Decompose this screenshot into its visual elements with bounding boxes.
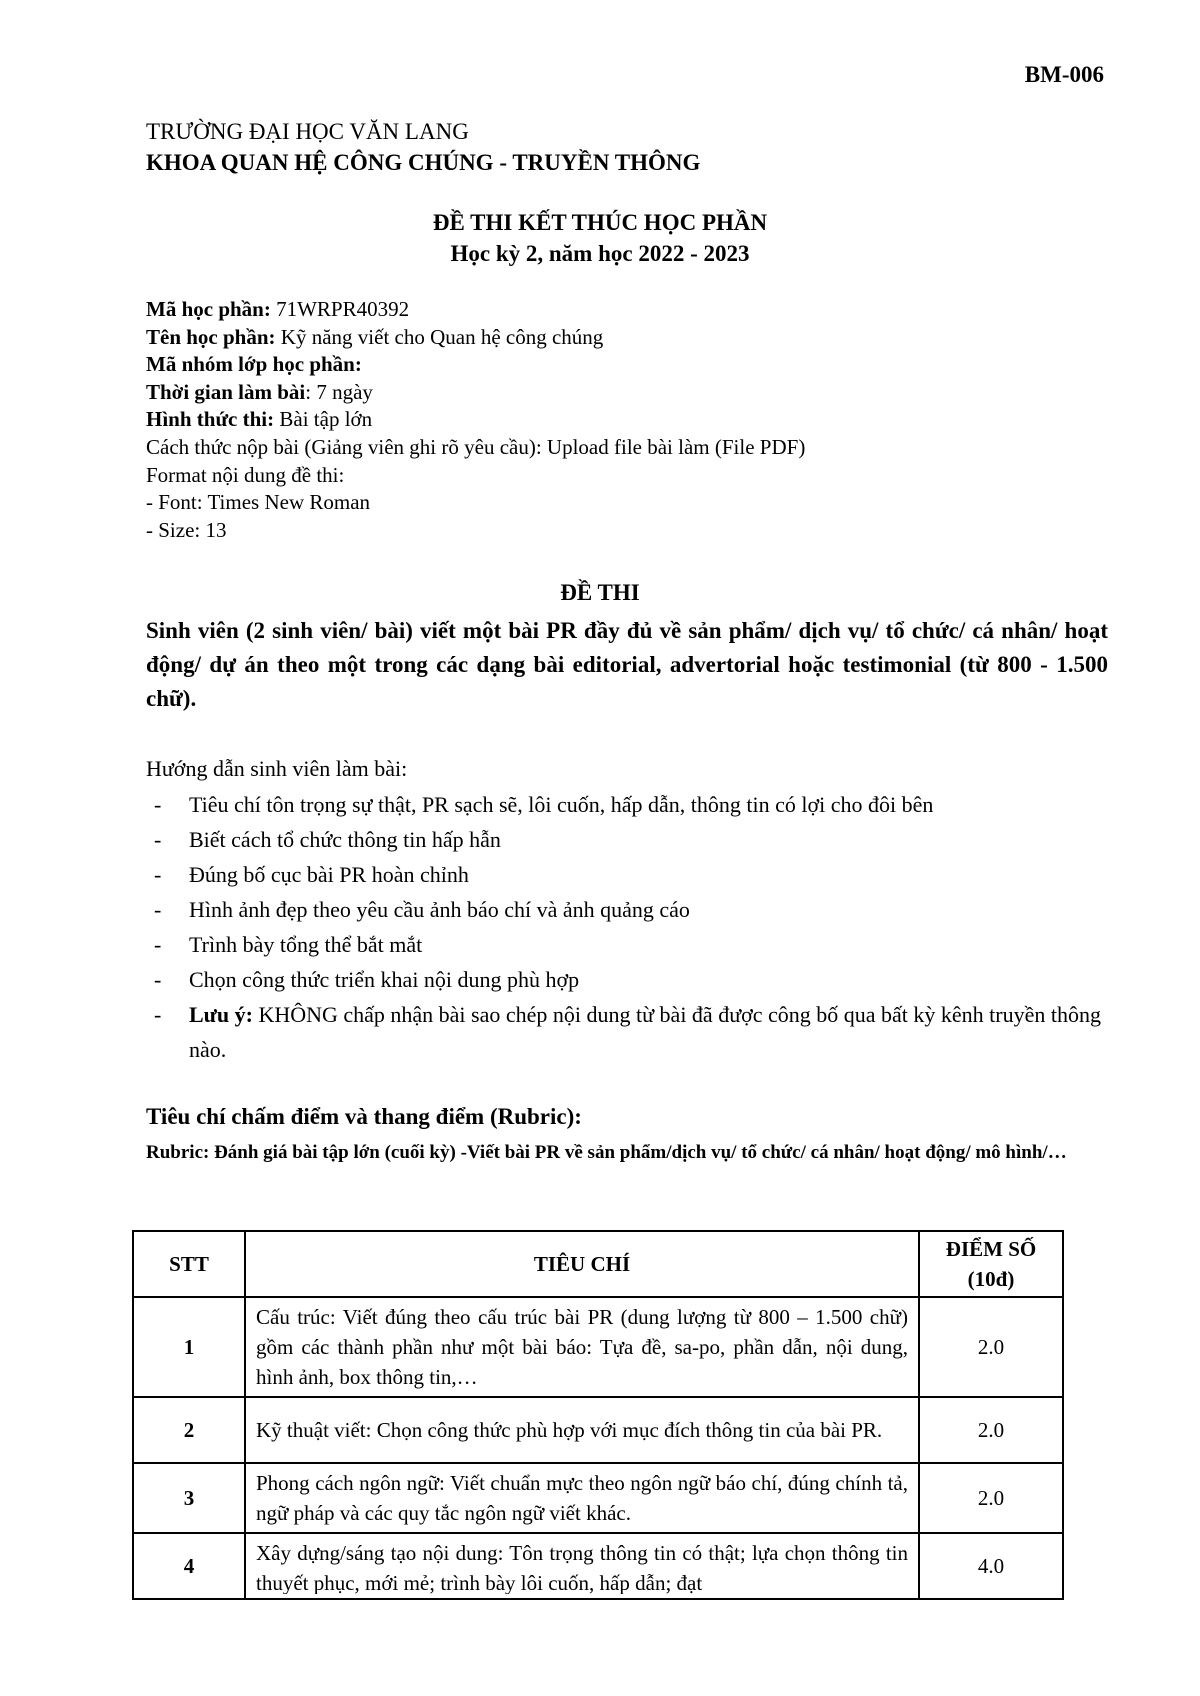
row-criteria: Phong cách ngôn ngữ: Viết chuẩn mực theo ngôn ngữ báo chí, đúng chính tả, ngữ pháp và các quy tắc ngôn ngữ viết khác.: [245, 1463, 919, 1533]
row-stt: 4: [133, 1533, 245, 1599]
exam-form-line: [146, 406, 805, 434]
row-stt: 3: [133, 1463, 245, 1533]
row-criteria: Cấu trúc: Viết đúng theo cấu trúc bài PR (dung lượng từ 800 – 1.500 chữ) gồm các thành phần như một bài báo: Tựa đề, sa-po, phần dẫn, nội dung, hình ảnh, box thông tin,…: [245, 1297, 919, 1397]
list-item: - Đúng bố cục bài PR hoàn chỉnh: [154, 862, 469, 887]
list-item: - Tiêu chí tôn trọng sự thật, PR sạch sẽ, lôi cuốn, hấp dẫn, thông tin có lợi cho đôi bên: [154, 792, 934, 817]
row-stt: 2: [133, 1397, 245, 1463]
format-size: - Size: 13: [146, 517, 227, 542]
list-item: - Chọn công thức triển khai nội dung phù hợp: [154, 967, 580, 992]
exam-title-line2: Học kỳ 2, năm học 2022 - 2023: [450, 241, 750, 266]
table-row: [133, 1397, 1063, 1463]
table-header-row: [133, 1231, 1063, 1297]
rubric-table: [132, 1230, 1064, 1600]
duration-value: : 7 ngày: [305, 379, 373, 404]
course-code-label: Mã học phần:: [146, 297, 271, 321]
school-header: [146, 116, 700, 178]
note-label: Lưu ý:: [189, 1002, 253, 1027]
format-label: Format nội dung đề thi:: [146, 462, 345, 487]
guide-note: - Lưu ý: KHÔNG chấp nhận bài sao chép nội dung từ bài đã được công bố qua bất kỳ kênh truyền thông nào.: [154, 1002, 1102, 1062]
course-name-line: [146, 324, 805, 352]
course-code-line: [146, 296, 805, 324]
criteria-text: Xây dựng/sáng tạo nội dung: Tôn trọng thông tin có thật; lựa chọn thông tin thuyết phục, mới mẻ; trình bày lôi cuốn, hấp dẫn; đạt: [256, 1541, 908, 1594]
course-info: [146, 296, 805, 544]
rubric-heading: Tiêu chí chấm điểm và thang điểm (Rubric):: [146, 1104, 582, 1129]
row-score: 2.0: [919, 1297, 1063, 1397]
exam-form-value: Bài tập lớn: [274, 407, 373, 432]
submission-method: Cách thức nộp bài (Giảng viên ghi rõ yêu cầu): Upload file bài làm (File PDF): [146, 434, 806, 459]
table-row: [133, 1463, 1063, 1533]
row-criteria: [245, 1533, 919, 1599]
list-item: - Hình ảnh đẹp theo yêu cầu ảnh báo chí và ảnh quảng cáo: [154, 897, 690, 922]
list-item: - Trình bày tổng thể bắt mắt: [154, 932, 423, 957]
duration-line: [146, 379, 805, 407]
format-font: - Font: Times New Roman: [146, 490, 371, 515]
course-code: 71WRPR40392: [270, 297, 410, 321]
exam-heading: ĐỀ THI: [560, 580, 640, 605]
table-row: [133, 1533, 1063, 1599]
course-name-label: Tên học phần:: [146, 324, 276, 349]
list-item: - Biết cách tổ chức thông tin hấp hẫn: [154, 827, 501, 852]
row-score: 4.0: [919, 1533, 1063, 1599]
column-header-score: ĐIỂM SỐ (10đ): [919, 1231, 1063, 1297]
rubric-subheading: Rubric: Đánh giá bài tập lớn (cuối kỳ) -Viết bài PR về sản phẩm/dịch vụ/ tổ chức/ cá nhân/ hoạt động/ mô hình/…: [146, 1142, 1067, 1163]
guide-label: Hướng dẫn sinh viên làm bài:: [146, 756, 408, 781]
group-code-line: [146, 351, 805, 379]
exam-question: Sinh viên (2 sinh viên/ bài) viết một bài PR đầy đủ về sản phẩm/ dịch vụ/ tổ chức/ cá nhân/ hoạt động/ dự án theo một trong các dạng bài editorial, advertorial hoặc testimonial (từ 800 - 1.500 chữ).: [146, 618, 1108, 711]
duration-label: Thời gian làm bài: [146, 379, 306, 404]
row-criteria: Kỹ thuật viết: Chọn công thức phù hợp với mục đích thông tin của bài PR.: [245, 1397, 919, 1463]
note-text: KHÔNG chấp nhận bài sao chép nội dung từ bài đã được công bố qua bất kỳ kênh truyền thông nào.: [189, 1002, 1102, 1062]
guide-list: [154, 787, 1108, 1067]
course-name: Kỹ năng viết cho Quan hệ công chúng: [275, 324, 604, 349]
faculty-name: KHOA QUAN HỆ CÔNG CHÚNG - TRUYỀN THÔNG: [146, 150, 701, 175]
table-row: [133, 1297, 1063, 1397]
exam-title-line1: ĐỀ THI KẾT THÚC HỌC PHẦN: [432, 210, 768, 235]
group-code-label: Mã nhóm lớp học phần:: [146, 352, 362, 377]
row-score: 2.0: [919, 1463, 1063, 1533]
exam-form-label: Hình thức thi:: [146, 407, 275, 432]
column-header-stt: STT: [133, 1231, 245, 1297]
column-header-criteria: TIÊU CHÍ: [245, 1231, 919, 1297]
row-stt: 1: [133, 1297, 245, 1397]
school-name: TRƯỜNG ĐẠI HỌC VĂN LANG: [146, 119, 469, 144]
exam-title: [146, 207, 1054, 269]
row-score: 2.0: [919, 1397, 1063, 1463]
document-code: BM-006: [1024, 62, 1104, 87]
